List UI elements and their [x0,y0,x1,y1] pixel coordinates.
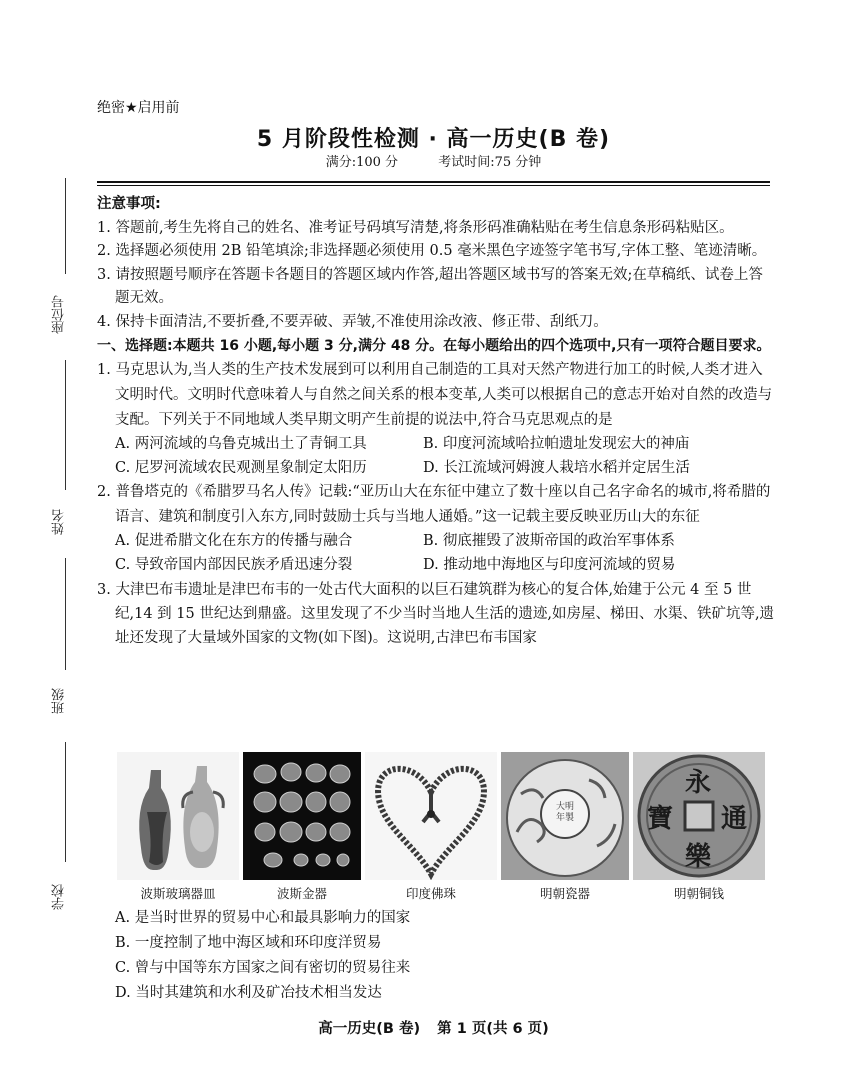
question-3-options [97,906,777,1006]
question-2-options-row-2 [97,554,777,578]
note-item-1: 1. 答题前,考生先将自己的姓名、准考证号码填写清楚,将条形码准确粘贴在考生信息条形码粘贴区。 [97,219,734,236]
question-2-stem: 2. 普鲁塔克的《希腊罗马名人传》记载:“亚历山大在东征中建立了数十座以自己名字命名的城市,将希腊的语言、建筑和制度引入东方,同时鼓励士兵与当地人通婚。”这一记载主要反映亚历山大的东征 [97,484,771,526]
header-rule-thick [97,181,770,183]
question-3-stem: 3. 大津巴布韦遗址是津巴布韦的一处古代大面积的以巨石建筑群为核心的复合体,始建于公元 4 至 5 世纪,14 到 15 世纪达到鼎盛。这里发现了不少当时当地人生活的遗迹,如房屋、梯田、水渠、铁矿坑等,遗址还发现了大量域外国家的文物(如下图)。这说明,古津巴布韦国家 [97,581,775,646]
question-1-stem: 1. 马克思认为,当人类的生产技术发展到可以利用自己制造的工具对天然产物进行加工的时候,人类才进入文明时代。文明时代意味着人与自然之间关系的根本变革,人类可以根据自己的意志开始对自然的改造与支配。下列关于不同地域人类早期文明产生前提的说法中,符合马克思观点的是 [97,362,773,429]
question-1-options-row-2 [97,457,777,481]
question-2-options-row-1 [97,530,777,554]
note-item-2: 2. 选择题必须使用 2B 铅笔填涂;非选择题必须使用 0.5 毫米黑色字迹签字笔书写,字体工整、笔迹清晰。 [97,243,767,260]
prayer-beads-icon [365,752,497,880]
binding-line-3 [65,558,66,670]
footer-page: 第 1 页(共 6 页) [437,1021,549,1037]
full-score: 满分:100 分 [325,155,399,170]
caption-glass: 波斯玻璃器皿 [140,886,216,901]
exam-time: 考试时间:75 分钟 [438,155,542,170]
section-heading: 一、选择题:本题共 16 小题,每小题 3 分,满分 48 分。在每小题给出的四个选项中,只有一项符合题目要求。 [97,337,771,354]
coin-char-left: 寶 [647,804,674,834]
page-footer [0,1017,867,1038]
q1-option-c[interactable]: C. 尼罗河流域农民观测星象制定太阳历 [115,459,367,476]
q3-option-d[interactable]: D. 当时其建筑和水利及矿冶技术相当发达 [115,985,382,1001]
footer-subject: 高一历史(B 卷) [318,1021,421,1037]
artifact-gallery [117,752,767,880]
porcelain-bowl-icon [501,752,629,880]
coin-char-bottom: 樂 [685,842,712,872]
bowl-reign-mark: 大明年製 [555,802,574,823]
q2-option-d[interactable]: D. 推动地中海地区与印度河流域的贸易 [423,556,676,573]
q1-option-d[interactable]: D. 长江流域河姆渡人栽培水稻并定居生活 [423,459,690,476]
class-label: 班级 [52,688,67,714]
gold-coins-icon [243,752,361,880]
binding-line-4 [65,742,66,862]
seat-number-label: 座位号 [52,295,67,335]
question-1-options-row-1 [97,433,777,457]
school-label: 学校 [52,884,67,910]
glass-vessel-icon [117,752,239,880]
exam-content [97,193,777,650]
caption-beads: 印度佛珠 [405,886,456,901]
caption-gold: 波斯金器 [276,886,327,901]
q2-option-a[interactable]: A. 促进希腊文化在东方的传播与融合 [115,533,353,550]
header-rule-thin [97,185,770,186]
caption-coin: 明朝铜钱 [673,886,724,901]
q3-option-c[interactable]: C. 曾与中国等东方国家之间有密切的贸易往来 [115,960,411,976]
q3-option-b[interactable]: B. 一度控制了地中海区域和环印度洋贸易 [115,935,382,951]
coin-char-top: 永 [685,768,712,798]
caption-porcelain: 明朝瓷器 [539,886,590,901]
q1-option-a[interactable]: A. 两河流域的乌鲁克城出土了青铜工具 [115,436,367,453]
note-item-3: 3. 请按照题号顺序在答题卡各题目的答题区域内作答,超出答题区域书写的答案无效;在草稿纸、试卷上答题无效。 [97,266,763,307]
artifact-captions [117,884,767,902]
note-item-4: 4. 保持卡面清洁,不要折叠,不要弄破、弄皱,不准使用涂改液、修正带、刮纸刀。 [97,313,608,330]
bronze-coin-icon [633,752,765,880]
confidential-mark: 绝密★启用前 [97,100,180,116]
binding-line-2 [65,360,66,490]
exam-info [0,151,867,170]
coin-char-right: 通 [721,804,748,834]
binding-line-1 [65,178,66,274]
exam-title: 5 月阶段性检测 · 高一历史(B 卷) [256,127,611,152]
notes-heading: 注意事项: [97,196,161,212]
name-label: 姓名 [52,509,67,535]
q1-option-b[interactable]: B. 印度河流域哈拉帕遗址发现宏大的神庙 [423,436,690,453]
q2-option-c[interactable]: C. 导致帝国内部因民族矛盾迅速分裂 [115,556,353,573]
q2-option-b[interactable]: B. 彻底摧毁了波斯帝国的政治军事体系 [423,533,675,550]
q3-option-a[interactable]: A. 是当时世界的贸易中心和最具影响力的国家 [115,910,411,926]
